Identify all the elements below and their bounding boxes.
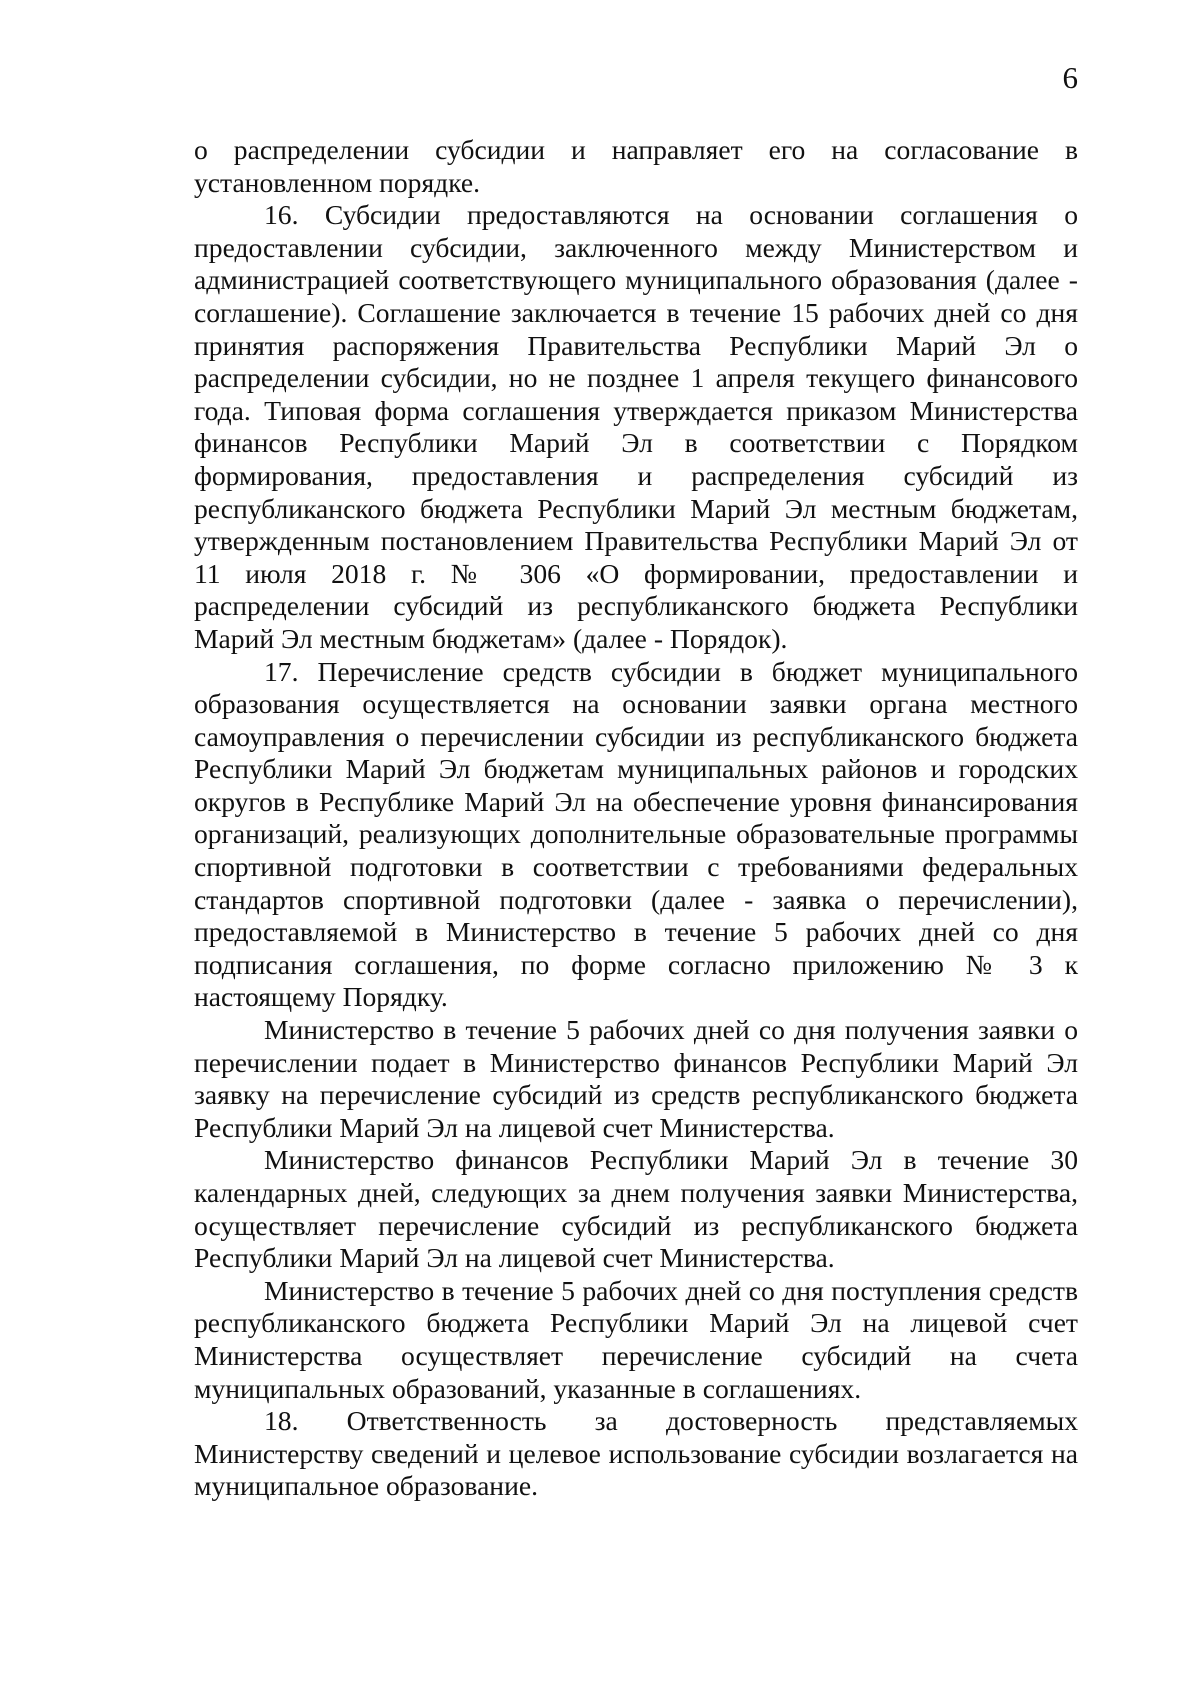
paragraph-clause-16: 16. Субсидии предоставляются на основании соглашения о предоставлении субсидии, заключенного между Министерством и администрацией соответствующего муниципального образования (далее - соглашение). Соглашение заключается в течение 15 рабочих дней со дня принятия распоряжения Правительства Республики Марий Эл о распределении субсидии, но не позднее 1 апреля текущего финансового года. Типовая форма соглашения утверждается приказом Министерства финансов Республики Марий Эл в соответствии с Порядком формирования, предоставления и распределения субсидий из республиканского бюджета Республики Марий Эл местным бюджетам, утвержденным постановлением Правительства Республики Марий Эл от 11 июля 2018 г. № 306 «О формировании, предоставлении и распределении субсидий из республиканского бюджета Республики Марий Эл местным бюджетам» (далее - Порядок). bbox=[194, 199, 1078, 654]
paragraph-continuation: о распределении субсидии и направляет его на согласование в установленном порядке. bbox=[194, 134, 1078, 198]
page-number: 6 bbox=[1062, 60, 1078, 95]
paragraph-clause-18: 18. Ответственность за достоверность представляемых Министерству сведений и целевое использование субсидии возлагается на муниципальное образование. bbox=[194, 1405, 1078, 1502]
paragraph-finance-ministry-transfer: Министерство финансов Республики Марий Эл в течение 30 календарных дней, следующих за днем получения заявки Министерства, осуществляет перечисление субсидий из республиканского бюджета Республики Марий Эл на лицевой счет Министерства. bbox=[194, 1144, 1078, 1274]
paragraph-ministry-request: Министерство в течение 5 рабочих дней со дня получения заявки о перечислении подает в Министерство финансов Республики Марий Эл заявку на перечисление субсидий из средств республиканского бюджета Республики Марий Эл на лицевой счет Министерства. bbox=[194, 1014, 1078, 1143]
paragraph-clause-17: 17. Перечисление средств субсидии в бюджет муниципального образования осуществляется на основании заявки органа местного самоуправления о перечислении субсидии из республиканского бюджета Республики Марий Эл бюджетам муниципальных районов и городских округов в Республике Марий Эл на обеспечение уровня финансирования организаций, реализующих дополнительные образовательные программы спортивной подготовки в соответствии с требованиями федеральных стандартов спортивной подготовки (далее - заявка о перечислении), предоставляемой в Министерство в течение 5 рабочих дней со дня подписания соглашения, по форме согласно приложению № 3 к настоящему Порядку. bbox=[194, 655, 1078, 1013]
paragraph-ministry-transfer: Министерство в течение 5 рабочих дней со дня поступления средств республиканского бюджета Республики Марий Эл на лицевой счет Министерства осуществляет перечисление субсидий на счета муниципальных образований, указанные в соглашениях. bbox=[194, 1274, 1078, 1404]
document-body bbox=[194, 134, 1078, 1503]
